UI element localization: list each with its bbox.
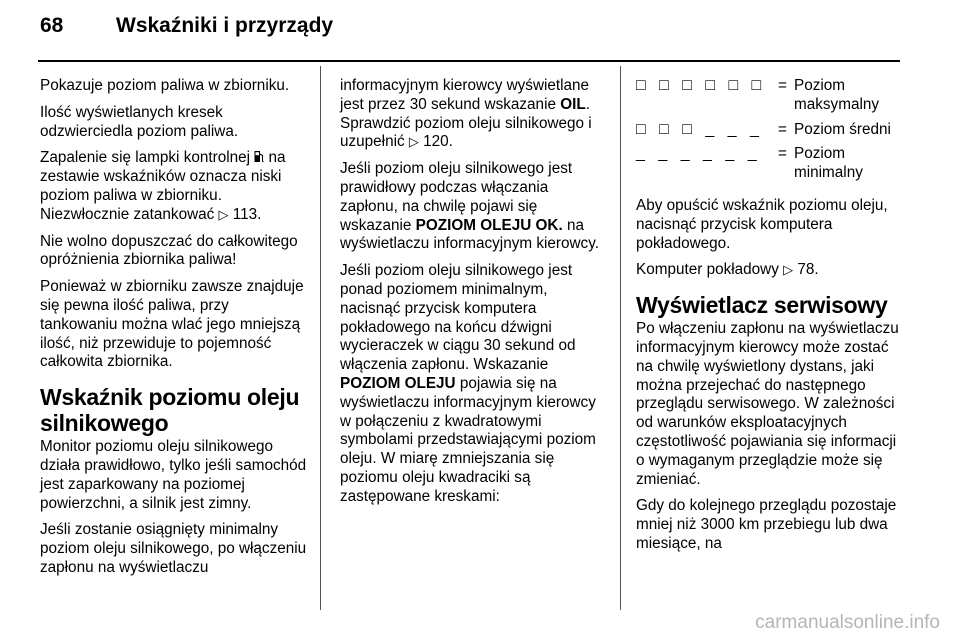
section-heading: Wskaźnik poziomu oleju silnikowego [40, 384, 300, 437]
paragraph: Ponieważ w zbiorniku zawsze znajduje się pewna ilość paliwa, przy tankowaniu można wlać jego mniejszą ilość, niż przewiduje to pojemność całkowita zbiornika. [40, 278, 304, 371]
paragraph: Po włączeniu zapłonu na wyświetlaczu informacyjnym kierowcy może zostać na chwilę wyświetlony dystans, jaki można przejechać do następnego przeglądu serwisowego. W zależności od warunków eksploatacyjnych częstotliwość pojawiania się informacji o wymaganym przeglądzie może się zmieniać. [636, 320, 899, 488]
header-divider [38, 60, 900, 62]
legend-symbols: □ □ □ _ _ _ [636, 120, 761, 138]
legend-equals: = [778, 77, 787, 94]
page-number: 68 [40, 14, 64, 37]
paragraph: Aby opuścić wskaźnik poziomu oleju, nacisnąć przycisk komputera pokładowego. [636, 196, 888, 252]
watermark: carmanualsonline.info [755, 612, 940, 633]
column-divider-left [320, 66, 321, 610]
section-heading: Wyświetlacz serwisowy [636, 292, 888, 319]
column-3 [636, 77, 902, 562]
legend-label: Poziom średni [794, 120, 891, 138]
paragraph: informacyjnym kierowcy wyświetlane jest przez 30 sekund wskazanie OIL. Sprawdzić poziom oleju silnikowego i uzupełnić ▷ 120. [340, 77, 592, 151]
paragraph: Jeśli poziom oleju silnikowego jest prawidłowy podczas włączania zapłonu, na chwilę pojawi się wskazanie POZIOM OLEJU OK. na wyświetlaczu informacyjnym kierowcy. [340, 160, 599, 253]
paragraph: Jeśli poziom oleju silnikowego jest ponad poziomem minimalnym, nacisnąć przycisk komputera pokładowego na końcu dźwigni wycieraczek w ciągu 30 sekund od włączenia zapłonu. Wskazanie POZIOM OLEJU pojawia się na wyświetlaczu informacyjnym kierowcy w połączeniu z kwadratowymi symbolami przedstawiającymi poziom oleju. W miarę zmniejszania się poziomu oleju kwadraciki są zastępowane kreskami: [340, 262, 596, 505]
legend-symbols: □ □ □ □ □ □ [636, 77, 764, 94]
paragraph: Ilość wyświetlanych kresek odzwierciedla poziom paliwa. [40, 103, 239, 140]
page-title: Wskaźniki i przyrządy [116, 14, 334, 37]
paragraph: Pokazuje poziom paliwa w zbiorniku. [40, 77, 290, 94]
page-reference[interactable]: 113. [232, 205, 262, 223]
paragraph: Jeśli zostanie osiągnięty minimalny poziom oleju silnikowego, po włączeniu zapłonu na wyświetlaczu [40, 521, 307, 576]
column-divider-right [620, 66, 621, 610]
column-1 [40, 77, 308, 586]
page-reference[interactable]: 78. [797, 261, 819, 279]
legend-symbols: _ _ _ _ _ _ [636, 145, 759, 163]
paragraph: Gdy do kolejnego przeglądu pozostaje mniej niż 3000 km przebiegu lub dwa miesiące, na [636, 497, 897, 552]
cross-reference-arrow-icon: ▷ [218, 206, 229, 222]
page-reference[interactable]: 120. [423, 133, 453, 151]
paragraph: Monitor poziomu oleju silnikowego działa prawidłowo, tylko jeśli samochód jest zaparkowany na poziomej powierzchni, a silnik jest zimny. [40, 438, 307, 512]
oil-level-legend [636, 77, 902, 183]
cross-reference-arrow-icon: ▷ [408, 134, 419, 150]
paragraph: Komputer pokładowy ▷ 78. [636, 261, 819, 279]
column-2 [340, 77, 606, 515]
legend-label: Poziom minimalny [794, 145, 863, 182]
fuel-pump-icon [254, 150, 264, 163]
paragraph: Zapalenie się lampki kontrolnej na zestawie wskaźników oznacza niski poziom paliwa w zbiorniku. Niezwłocznie zatankować ▷ 113. [40, 149, 286, 223]
cross-reference-arrow-icon: ▷ [783, 262, 794, 278]
legend-label: Poziom maksymalny [794, 77, 879, 113]
legend-equals: = [778, 120, 787, 138]
paragraph: Nie wolno dopuszczać do całkowitego opróżnienia zbiornika paliwa! [40, 232, 298, 269]
legend-equals: = [778, 145, 787, 163]
